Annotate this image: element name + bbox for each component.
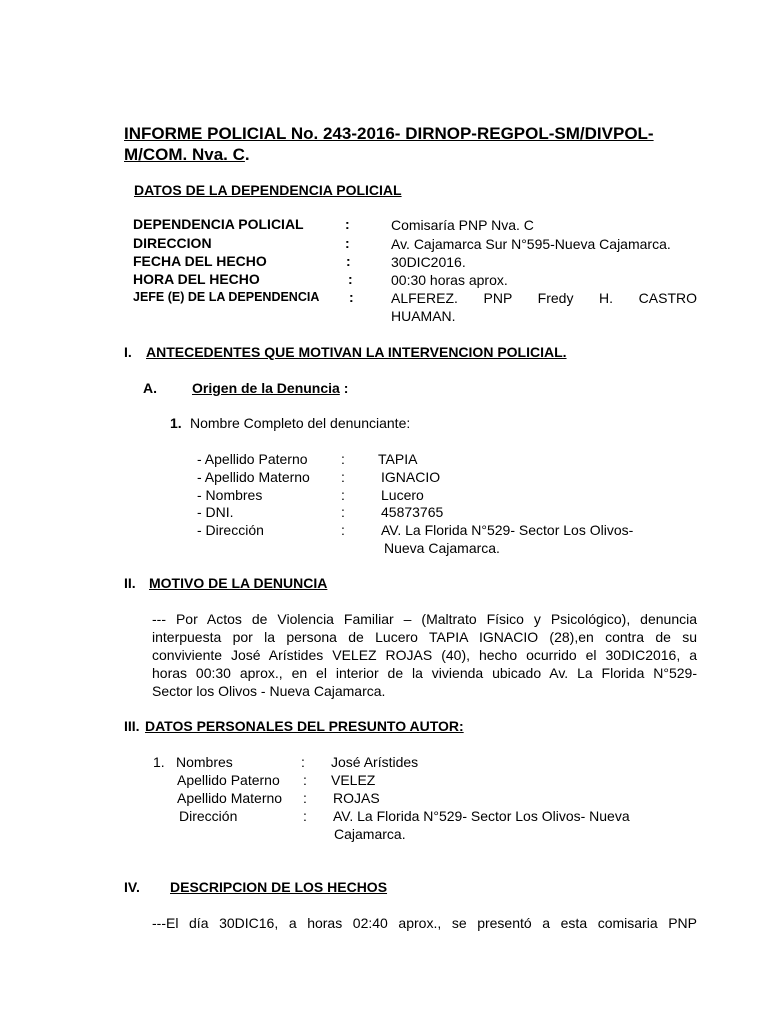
autor-nombres-sep: : xyxy=(301,754,305,770)
denunciante-dni-value: 45873765 xyxy=(381,504,444,520)
section4-heading: DESCRIPCION DE LOS HECHOS xyxy=(170,879,388,895)
hora-hecho-label: HORA DEL HECHO xyxy=(133,271,260,287)
autor-nombres-label: Nombres xyxy=(176,754,233,770)
dependencia-heading: DATOS DE LA DEPENDENCIA POLICIAL xyxy=(134,182,402,198)
origen-denuncia-heading: Origen de la Denuncia xyxy=(192,380,340,396)
motivo-paragraph-line5: Sector los Olivos - Nueva Cajamarca. xyxy=(152,683,386,699)
dependencia-sep: : xyxy=(345,216,350,232)
section3-heading: DATOS PERSONALES DEL PRESUNTO AUTOR: xyxy=(145,718,464,734)
dependencia-value: Comisaría PNP Nva. C xyxy=(391,217,534,233)
hora-hecho-sep: : xyxy=(348,271,353,287)
autor-direccion-value-line2: Cajamarca. xyxy=(334,826,406,842)
denunciante-nombres-sep: : xyxy=(341,487,345,503)
autor-direccion-label: Dirección xyxy=(179,808,238,824)
document-title-line2-text: M/COM. Nva. C xyxy=(124,145,245,164)
section4-number: IV. xyxy=(124,879,140,895)
origen-denuncia-colon: : xyxy=(339,380,349,396)
denunciante-dni-label: - DNI. xyxy=(197,504,234,520)
motivo-paragraph-line2: interpuesta por la persona de Lucero TAPIA IGNACIO (28),en contra de su xyxy=(152,629,697,645)
hora-hecho-value: 00:30 horas aprox. xyxy=(391,272,508,288)
section3-item-number: 1. xyxy=(153,754,165,770)
autor-apellido-paterno-label: Apellido Paterno xyxy=(177,772,280,788)
document-title-line2 xyxy=(124,145,250,165)
denunciante-apellido-materno-value: IGNACIO xyxy=(381,469,441,485)
autor-direccion-sep: : xyxy=(303,808,307,824)
denunciante-nombres-value: Lucero xyxy=(381,487,424,503)
denunciante-apellido-paterno-sep: : xyxy=(341,451,345,467)
dependencia-label: DEPENDENCIA POLICIAL xyxy=(133,216,304,232)
section1-item-text: Nombre Completo del denunciante: xyxy=(190,415,411,431)
document-title-line1: INFORME POLICIAL No. 243-2016- DIRNOP-REGPOL-SM/DIVPOL- xyxy=(124,124,654,143)
denunciante-apellido-materno-sep: : xyxy=(341,469,345,485)
autor-apellido-paterno-value: VELEZ xyxy=(331,772,376,788)
direccion-sep: : xyxy=(345,235,350,251)
denunciante-direccion-label: - Dirección xyxy=(197,522,264,538)
autor-direccion-value-line1: AV. La Florida N°529- Sector Los Olivos- Nueva xyxy=(333,808,630,824)
section1-heading: ANTECEDENTES QUE MOTIVAN LA INTERVENCION POLICIAL. xyxy=(146,344,567,360)
denunciante-direccion-value-line1: AV. La Florida N°529- Sector Los Olivos- xyxy=(381,522,634,538)
jefe-value-line2: HUAMAN. xyxy=(391,308,456,324)
denunciante-dni-sep: : xyxy=(341,504,345,520)
autor-apellido-paterno-sep: : xyxy=(303,772,307,788)
autor-apellido-materno-value: ROJAS xyxy=(333,790,380,806)
motivo-paragraph-line1: --- Por Actos de Violencia Familiar – (Maltrato Físico y Psicológico), denuncia xyxy=(152,611,697,627)
denunciante-apellido-paterno-value: TAPIA xyxy=(378,451,418,467)
section1-sub-letter: A. xyxy=(143,380,157,396)
section3-number: III. xyxy=(124,718,140,734)
fecha-hecho-label: FECHA DEL HECHO xyxy=(133,253,267,269)
autor-apellido-materno-sep: : xyxy=(303,790,307,806)
document-title-line2-suffix: . xyxy=(244,145,250,164)
jefe-value-line1: ALFEREZ. PNP Fredy H. CASTRO xyxy=(391,290,697,306)
denunciante-direccion-sep: : xyxy=(341,522,345,538)
autor-apellido-materno-label: Apellido Materno xyxy=(177,790,283,806)
jefe-label: JEFE (E) DE LA DEPENDENCIA xyxy=(133,290,320,304)
denunciante-nombres-label: - Nombres xyxy=(197,487,263,503)
motivo-paragraph-line3: conviviente José Arístides VELEZ ROJAS (40), hecho ocurrido el 30DIC2016, a xyxy=(152,647,697,663)
section1-number: I. xyxy=(124,344,132,360)
fecha-hecho-value: 30DIC2016. xyxy=(391,254,466,270)
motivo-paragraph-line4: horas 00:30 aprox., en el interior de la vivienda ubicado Av. La Florida N°529- xyxy=(152,665,697,681)
section2-heading: MOTIVO DE LA DENUNCIA xyxy=(149,575,328,591)
section2-number: II. xyxy=(124,575,136,591)
denunciante-apellido-paterno-label: - Apellido Paterno xyxy=(197,451,308,467)
autor-nombres-value: José Arístides xyxy=(331,754,419,770)
direccion-label: DIRECCION xyxy=(133,235,212,251)
hechos-paragraph-line1: ---El día 30DIC16, a horas 02:40 aprox., se presentó a esta comisaria PNP xyxy=(152,915,697,931)
fecha-hecho-sep: : xyxy=(346,253,351,269)
jefe-sep: : xyxy=(349,289,354,305)
section1-item-number: 1. xyxy=(170,415,182,431)
denunciante-direccion-value-line2: Nueva Cajamarca. xyxy=(384,540,500,556)
section1-sub-heading-wrap xyxy=(192,380,348,396)
direccion-value: Av. Cajamarca Sur N°595-Nueva Cajamarca. xyxy=(391,236,671,252)
denunciante-apellido-materno-label: - Apellido Materno xyxy=(197,469,310,485)
